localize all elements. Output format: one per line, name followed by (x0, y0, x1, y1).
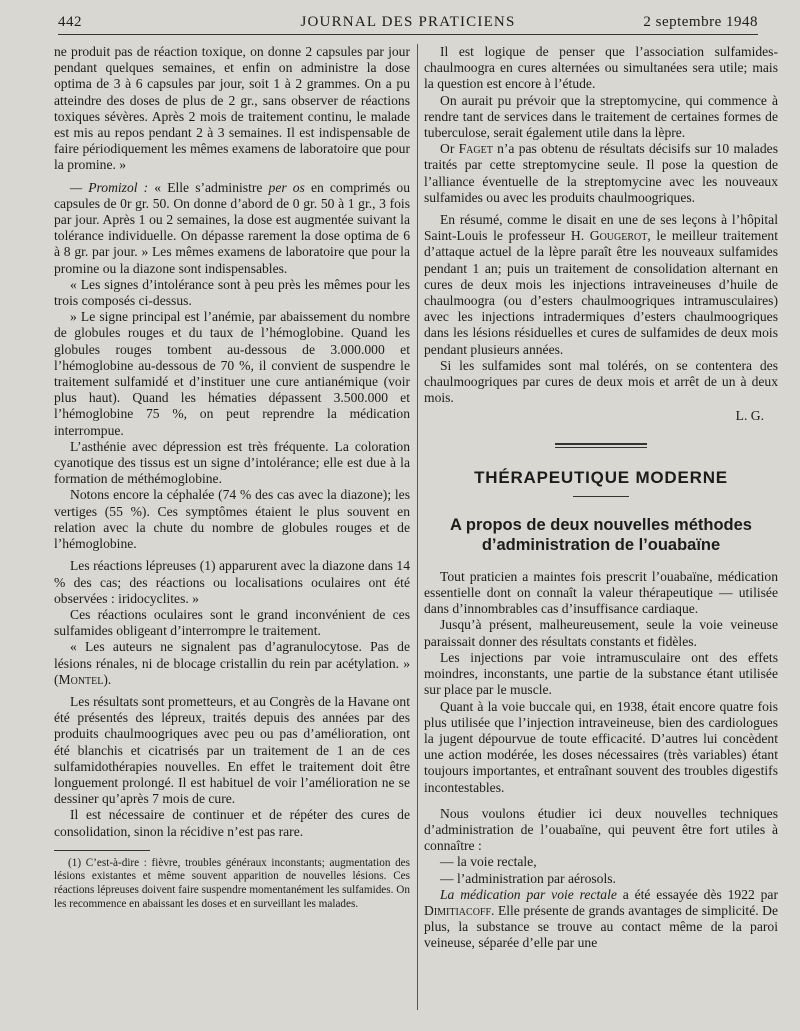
article-title: A propos de deux nouvelles méthodes d’administration de l’ouabaïne (450, 515, 752, 554)
paragraph: Ces réactions oculaires sont le grand inconvénient de ces sulfamides obligeant d’interrompre le traitement. (54, 606, 410, 639)
journal-title: JOURNAL DES PRATICIENS (300, 14, 516, 30)
paragraph: Tout praticien a maintes fois prescrit l’ouabaïne, médication essentielle dont on connaît la valeur thérapeutique — utilisée dans d’innombrables cas d’insuffisance cardiaque. (424, 568, 778, 617)
paragraph: Il est logique de penser que l’association sulfamides-chaulmoogra en cures alternées ou simultanées sera utile; mais la question est encore à l’étude. (424, 44, 778, 92)
footnote-rule (54, 850, 150, 851)
left-column (54, 44, 410, 911)
paragraph: ne produit pas de réaction toxique, on donne 2 capsules par jour pendant quelques semaines, et enfin on administre la dose optima de 3 à 6 capsules par jour, soit 1 à 2 grammes. On a pu atteindre des doses de plus de 2 gr., sans observer de réactions toxiques sévères. Après 2 mois de traitement continu, le malade est mis au repos pendant 2 à 3 semaines. Il est indispensable de faire périodiquement les mêmes examens de laboratoire que pour la promine. » (54, 44, 410, 173)
footnote-text: (1) C’est-à-dire : fièvre, troubles généraux inconstants; augmentation des lésions existantes et même souvent apparition de nouvelles lésions. Ces réactions lépreuses doivent faire suspendre momentanément les sulfamides. On les recommence en abaissant les doses et en surveillant les malades. (54, 856, 410, 910)
paragraph: Les résultats sont prometteurs, et au Congrès de la Havane ont été présentés des lépreux, traités depuis des années par des produits chaulmoogriques avec peu ou pas d’amélioration, ont été blanchis et cicatrisés par un traitement de 1 an de ces sulfamidothérapies nouvelles. En effet le traitement doit être longuement prolongé. Il est habituel de voir l’amélioration ne se dessiner qu’après 7 mois de cure. (54, 693, 410, 807)
column-divider (417, 44, 418, 1010)
author-name: Faget (458, 141, 493, 157)
paragraph: Si les sulfamides sont mal tolérés, on se contentera des chaulmoogriques par cures de deux mois et arrêt de un à deux mois. (424, 357, 778, 406)
paragraph: Quant à la voie buccale qui, en 1938, était encore quatre fois plus utilisée que l’injection intraveineuse, bien des cardiologues la jugent dépourvue de toute efficacité. D’autres lui concèdent une action modérée, les doses nécessaires (très variables) étant toujours importantes, et entraînant souvent des troubles digestifs incontestables. (424, 698, 778, 795)
paragraph-rectal: La médication par voie rectale a été essayée dès 1922 par Dimitiacoff. Elle présente de grands avantages de simplicité. De plus, la substance se trouve au contact même de la paroi veineuse, séparée d’elle par une (424, 886, 778, 951)
author-name: Gougerot (589, 228, 648, 244)
paragraph-promizol: — Promizol : « Elle s’administre per os en comprimés ou capsules de 0r gr. 50. On donne d’abord de 0 gr. 50 à 1 gr., 3 fois par jour. Après 1 ou 2 semaines, la dose est augmentée suivant la tolérance individuelle. On dépasse rarement la dose optima de 6 à 8 gr. par jour. » Les mêmes examens de laboratoire que pour la promine ou la diazone sont indispensables. (54, 179, 410, 276)
drug-name-promizol: — Promizol : (70, 179, 149, 195)
list-item: — la voie rectale, (440, 854, 537, 870)
right-column (424, 44, 778, 952)
paragraph: Les réactions lépreuses (1) apparurent avec la diazone dans 14 % des cas; des réactions ou localisations oculaires ont été observées : iridocyclites. » (54, 558, 410, 606)
title-rule (573, 496, 629, 497)
paragraph-quote-montel: « Les auteurs ne signalent pas d’agranulocytose. Pas de lésions rénales, ni de blocage cristallin du rein par acétylation. » (Montel). (54, 639, 410, 687)
paragraph: Il est nécessaire de continuer et de répéter des cures de consolidation, sinon la récidive n’est pas rare. (54, 807, 410, 839)
paragraph: Les injections par voie intramusculaire ont des effets moindres, inconstants, une partie de la substance étant utilisée sur place par le muscle. (424, 649, 778, 698)
author-signature: L. G. (735, 408, 764, 424)
paragraph-summary: En résumé, comme le disait en une de ses leçons à l’hôpital Saint-Louis le professeur H. Gougerot, le meilleur traitement d’attaque actuel de la lèpre paraît être les nouveaux sulfamides pendant 1 an; puis un traitement de consolidation alternant en cures de deux mois les injections intraveineuses d’huile de chaulmoogra (ou d’esters chaulmoogriques intramusculaires) avec les injections intradermiques d’esters chaulmoogriques dans les lésions résiduelles et cures de sulfamides de deux mois pendant plusieurs années. (424, 212, 778, 357)
footnote (54, 857, 410, 911)
paragraph: On aurait pu prévoir que la streptomycine, qui commence à rendre tant de services dans le traitement de certaines formes de tuberculose, serait également utile dans la lèpre. (424, 92, 778, 141)
paragraph: Jusqu’à présent, malheureusement, seule la voie veineuse paraissait donner des résultats constants et fidèles. (424, 617, 778, 649)
paragraph: Nous voulons étudier ici deux nouvelles techniques d’administration de l’ouabaïne, qui peuvent être fort utiles à connaître : (424, 805, 778, 854)
issue-date: 2 septembre 1948 (643, 14, 758, 30)
section-title: THÉRAPEUTIQUE MODERNE (474, 467, 728, 487)
paragraph: » Le signe principal est l’anémie, par abaissement du nombre de globules rouges et du taux de l’hémoglobine. Quand les globules rouges tombent au-dessous de 3.000.000 et l’hémoglobine au-dessous de 70 %, il convient de suspendre le traitement sulfamidé et d’instituer une cure antianémique (voir plus haut). Quand les hématies dépassent 3.500.000 et l’hémoglobine 75 %, on peut reprendre la médication interrompue. (54, 309, 410, 438)
author-name: Dimitiacoff (424, 902, 492, 918)
section-separator (555, 443, 647, 448)
page-number: 442 (58, 14, 82, 30)
author-name: Montel (58, 671, 104, 687)
page-header (58, 10, 758, 35)
paragraph-faget: Or Faget n’a pas obtenu de résultats décisifs sur 10 malades traités par cette streptomycine seule. Il pose la question de l’alliance éventuelle de la streptomycine avec les nouveaux sulfamides ou avec les produits chaulmoogriques. (424, 141, 778, 205)
paragraph: L’asthénie avec dépression est très fréquente. La coloration cyanotique des tissus est un signe d’intolérance; elle est due à la formation de méthémoglobine. (54, 438, 410, 487)
paragraph: « Les signes d’intolérance sont à peu près les mêmes pour les trois composés ci-dessus. (54, 276, 410, 309)
paragraph: Notons encore la céphalée (74 % des cas avec la diazone); les vertiges (55 %). Ces symptômes étaient le plus souvent en relation avec la chute du nombre de globules rouges et de l’hémoglobine. (54, 487, 410, 552)
list-item: — l’administration par aérosols. (440, 870, 616, 886)
